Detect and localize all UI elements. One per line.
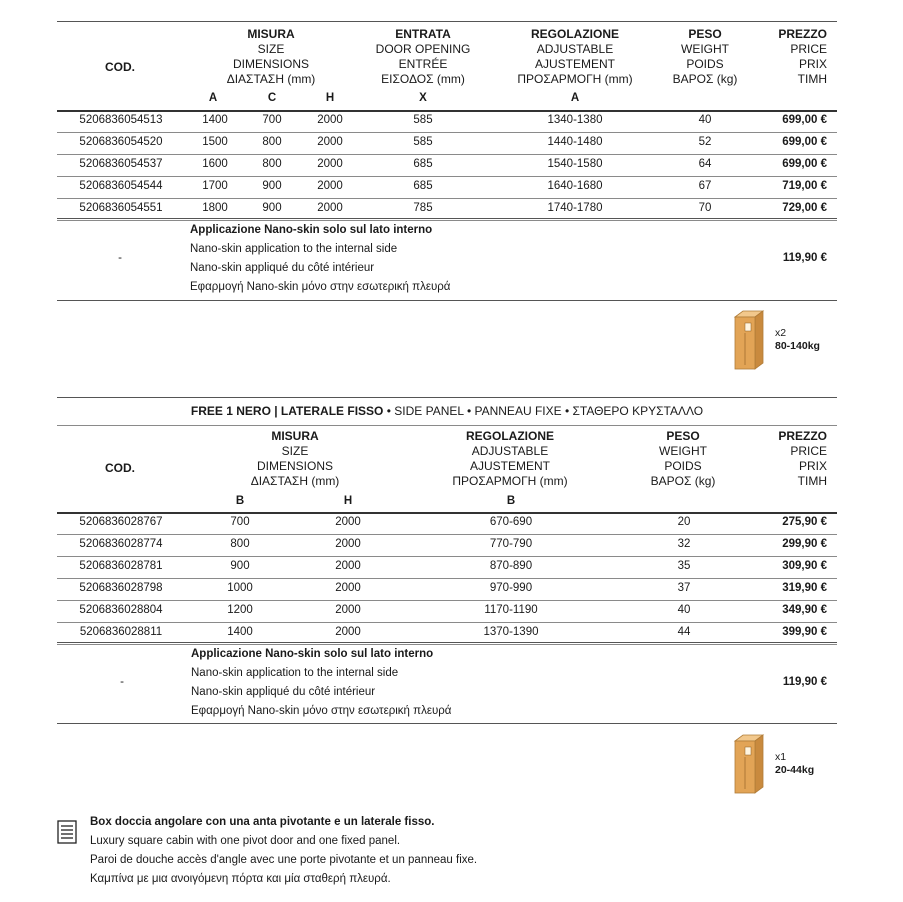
- table1-cell-prezzo: 699,00 €: [782, 136, 827, 148]
- header-cod: COD.: [105, 60, 135, 74]
- table1-cell-x: 585: [413, 136, 433, 148]
- table1-cell-h: 2000: [317, 158, 343, 170]
- table2-cell-cod: 5206836028804: [79, 604, 163, 616]
- table2-cell-prezzo: 275,90 €: [782, 516, 827, 528]
- table2-cell-peso: 20: [677, 516, 691, 528]
- table1-cell-peso: 64: [698, 158, 712, 170]
- table2-cell-cod: 5206836028781: [79, 560, 163, 572]
- table1-cell-reg: 1540-1580: [547, 158, 603, 170]
- footer-title: Box doccia angolare con una anta pivotante e un laterale fisso.: [90, 816, 435, 828]
- nano-en-2: Nano-skin application to the internal side: [191, 667, 399, 679]
- subheader-x: X: [419, 92, 427, 104]
- table2-cell-reg: 970-990: [489, 582, 533, 594]
- header-misura: MISURA SIZE DIMENSIONS ΔΙΑΣΤΑΣΗ (mm): [226, 27, 316, 86]
- document-list-icon: [57, 820, 77, 847]
- header-peso: PESO WEIGHT POIDS ΒΑΡΟΣ (kg): [672, 27, 738, 86]
- table2-cell-h: 2000: [335, 516, 361, 528]
- table1-cell-c: 800: [262, 136, 282, 148]
- table2-bottom-rule: [57, 723, 837, 724]
- table1-cell-prezzo: 729,00 €: [782, 202, 827, 214]
- subheader-b: B: [235, 495, 245, 507]
- table2-cell-b: 700: [230, 516, 250, 528]
- table1-cell-cod: 5206836054551: [79, 202, 163, 214]
- table2-cell-reg: 870-890: [489, 560, 533, 572]
- table1-cell-x: 685: [413, 158, 433, 170]
- table1-cell-x: 585: [413, 114, 433, 126]
- table1-cell-c: 800: [262, 158, 282, 170]
- subheader-a: A: [208, 92, 218, 104]
- table2-cell-h: 2000: [335, 604, 361, 616]
- table1-row-rule: [57, 220, 837, 221]
- table1-cell-peso: 40: [698, 114, 712, 126]
- table2-cell-b: 800: [230, 538, 250, 550]
- header-misura-2: MISURA SIZE DIMENSIONS ΔΙΑΣΤΑΣΗ (mm): [250, 429, 340, 488]
- table2-cell-h: 2000: [335, 538, 361, 550]
- table1-cell-cod: 5206836054537: [79, 158, 163, 170]
- table1-cell-a: 1700: [202, 180, 228, 192]
- footer-gr: Καμπίνα με μια ανοιγόμενη πόρτα και μία σταθερή πλευρά.: [90, 873, 391, 885]
- table1-cell-prezzo: 699,00 €: [782, 158, 827, 170]
- subheader-reg-a: A: [570, 92, 580, 104]
- table1-cell-h: 2000: [317, 180, 343, 192]
- header-cod-2: COD.: [105, 461, 135, 475]
- table1-cell-c: 900: [262, 202, 282, 214]
- table1-cell-reg: 1740-1780: [547, 202, 603, 214]
- table2-cell-prezzo: 349,90 €: [782, 604, 827, 616]
- table2-cell-b: 900: [230, 560, 250, 572]
- table1-cell-peso: 70: [698, 202, 712, 214]
- header-regolazione: REGOLAZIONE ADJUSTABLE AJUSTEMENT ΠΡΟΣΑΡΜΟΓΗ (mm): [517, 27, 633, 86]
- table1-cell-prezzo: 699,00 €: [782, 114, 827, 126]
- table1-cell-cod: 5206836054544: [79, 180, 163, 192]
- table2-cell-b: 1000: [227, 582, 253, 594]
- table2-cell-h: 2000: [335, 560, 361, 572]
- footer-fr: Paroi de douche accès d'angle avec une porte pivotante et un panneau fixe.: [90, 854, 478, 866]
- table2-cell-prezzo: 399,90 €: [782, 626, 827, 638]
- table2-cell-peso: 40: [677, 604, 691, 616]
- table2-cell-cod: 5206836028811: [79, 626, 163, 638]
- package-box-icon: [733, 309, 765, 374]
- subheader-reg-b: B: [506, 495, 516, 507]
- nano-title: Applicazione Nano-skin solo sul lato interno: [190, 224, 433, 236]
- nano-cod: -: [118, 252, 122, 264]
- table2-cell-peso: 32: [677, 538, 691, 550]
- table1-cell-x: 785: [413, 202, 433, 214]
- table1-cell-a: 1400: [202, 114, 228, 126]
- nano-gr-2: Εφαρμογή Nano-skin μόνο στην εσωτερική πλευρά: [191, 705, 452, 717]
- table1-cell-c: 700: [262, 114, 282, 126]
- table2-cell-prezzo: 299,90 €: [782, 538, 827, 550]
- table1-cell-c: 900: [262, 180, 282, 192]
- subheader-c: C: [267, 92, 277, 104]
- table2-cell-b: 1400: [227, 626, 253, 638]
- nano-fr: Nano-skin appliqué du côté intérieur: [190, 262, 375, 274]
- table2-cell-reg: 1170-1190: [484, 604, 538, 616]
- table2-cell-reg: 770-790: [489, 538, 533, 550]
- header-prezzo-2: PREZZO PRICE PRIX TIMH: [778, 429, 827, 488]
- table1-cell-a: 1600: [202, 158, 228, 170]
- table1-cell-x: 685: [413, 180, 433, 192]
- subheader-h-2: H: [343, 495, 353, 507]
- table1-cell-reg: 1340-1380: [547, 114, 603, 126]
- table2-title: FREE 1 NERO | LATERALE FISSO • SIDE PANEL • PANNEAU FIXE • ΣΤΑΘΕΡΟ ΚΡΥΣΤΑΛΛΟ: [190, 404, 704, 418]
- table2-cell-reg: 670-690: [489, 516, 533, 528]
- table2-cell-peso: 35: [677, 560, 691, 572]
- table1-cell-a: 1800: [202, 202, 228, 214]
- table2-cell-prezzo: 309,90 €: [782, 560, 827, 572]
- table1-cell-prezzo: 719,00 €: [782, 180, 827, 192]
- table1-cell-peso: 52: [698, 136, 712, 148]
- nano-price: 119,90 €: [782, 252, 827, 264]
- table2-nano-rule: [57, 642, 837, 643]
- table2-cell-peso: 37: [677, 582, 691, 594]
- table1-top-rule: [57, 21, 837, 22]
- header-peso-2: PESO WEIGHT POIDS ΒΑΡΟΣ (kg): [650, 429, 716, 488]
- package-info: [775, 327, 820, 353]
- package-weight: 80-140kg: [775, 340, 820, 352]
- package-count-2: x1: [775, 751, 787, 763]
- header-entrata: ENTRATA DOOR OPENING ENTRÉE ΕΙΣΟΔΟΣ (mm): [375, 27, 471, 86]
- nano-title-2: Applicazione Nano-skin solo sul lato interno: [191, 648, 434, 660]
- table1-cell-h: 2000: [317, 136, 343, 148]
- nano-price-2: 119,90 €: [782, 676, 827, 688]
- package-weight-2: 20-44kg: [775, 764, 815, 776]
- table2-row-rule: [57, 644, 837, 645]
- table2-cell-prezzo: 319,90 €: [782, 582, 827, 594]
- table2-top-rule: [57, 397, 837, 398]
- table1-cell-reg: 1640-1680: [547, 180, 603, 192]
- package-count: x2: [775, 327, 787, 339]
- package-info-2: [775, 751, 814, 777]
- table2-cell-peso: 44: [677, 626, 691, 638]
- table1-cell-peso: 67: [698, 180, 712, 192]
- table2-cell-cod: 5206836028798: [79, 582, 163, 594]
- footer-en: Luxury square cabin with one pivot door and one fixed panel.: [90, 835, 401, 847]
- table2-cell-h: 2000: [335, 582, 361, 594]
- table2-cell-h: 2000: [335, 626, 361, 638]
- nano-en: Nano-skin application to the internal side: [190, 243, 398, 255]
- subheader-h: H: [325, 92, 335, 104]
- table2-cell-cod: 5206836028774: [79, 538, 163, 550]
- nano-fr-2: Nano-skin appliqué du côté intérieur: [191, 686, 376, 698]
- header-regolazione-2: REGOLAZIONE ADJUSTABLE AJUSTEMENT ΠΡΟΣΑΡΜΟΓΗ (mm): [452, 429, 568, 488]
- nano-cod-2: -: [120, 676, 124, 688]
- table2-cell-reg: 1370-1390: [483, 626, 539, 638]
- header-prezzo: PREZZO PRICE PRIX TIMH: [778, 27, 827, 86]
- package-box-icon-2: [733, 733, 765, 798]
- table2-title-rule: [57, 425, 837, 426]
- table1-bottom-rule: [57, 300, 837, 301]
- table1-cell-cod: 5206836054520: [79, 136, 163, 148]
- table1-cell-a: 1500: [202, 136, 228, 148]
- table1-nano-rule: [57, 218, 837, 219]
- table2-cell-b: 1200: [227, 604, 253, 616]
- table1-cell-reg: 1440-1480: [547, 136, 603, 148]
- table2-cell-cod: 5206836028767: [79, 516, 163, 528]
- table1-cell-h: 2000: [317, 114, 343, 126]
- table1-cell-h: 2000: [317, 202, 343, 214]
- nano-gr: Εφαρμογή Nano-skin μόνο στην εσωτερική πλευρά: [190, 281, 451, 293]
- table1-cell-cod: 5206836054513: [79, 114, 163, 126]
